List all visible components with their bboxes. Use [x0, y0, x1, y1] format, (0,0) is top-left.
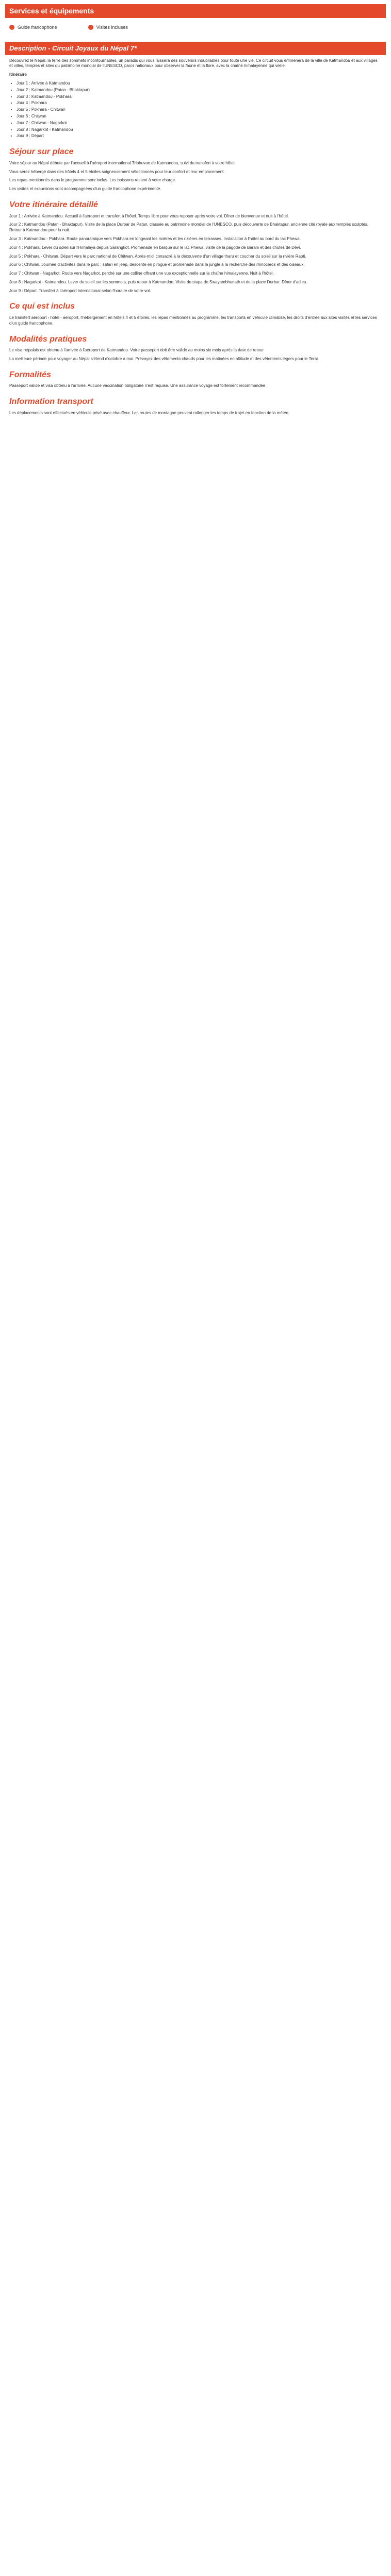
service-guide [9, 24, 57, 30]
section-paragraph: Jour 7 : Chitwan - Nagarkot. Route vers Nagarkot, perché sur une colline offrant une vue exceptionnelle sur la chaîne himalayenne. Nuit à l'hôtel. [9, 271, 274, 276]
itinerary-item: • Jour 4 : Pokhara [17, 100, 382, 106]
service-visits [88, 24, 128, 30]
itinerary-item: • Jour 8 : Nagarkot - Katmandou [17, 127, 382, 133]
section-paragraph: Jour 3 : Katmandou - Pokhara. Route panoramique vers Pokhara en longeant les rivières et les rizières en terrasses. Installation à l'hôtel au bord du lac Phewa. [9, 236, 301, 241]
section-paragraph: Le transfert aéroport - hôtel - aéroport, l'hébergement en hôtels 4 et 5 étoiles, les repas mentionnés au programme, les transports en véhicule climatisé, les droits d'entrée aux sites visités et les services d'un guide francophone. [9, 315, 377, 326]
itinerary-list [17, 81, 382, 139]
description-body [5, 58, 386, 416]
itinerary-item: • Jour 9 : Départ [17, 133, 382, 139]
description-header [5, 42, 386, 55]
section-paragraph: Les visites et excursions sont accompagnées d'un guide francophone expérimenté. [9, 187, 161, 192]
section-paragraph: La meilleure période pour voyager au Népal s'étend d'octobre à mai. Prévoyez des vêtements chauds pour les matinées en altitude et des vêtements légers pour le Terai. [9, 357, 319, 362]
section-title: Ce qui est inclus [9, 302, 75, 311]
itinerary-item: • Jour 7 : Chitwan - Nagarkot [17, 121, 382, 126]
services-row [5, 22, 386, 32]
section-paragraph: Jour 4 : Pokhara. Lever du soleil sur l'Himalaya depuis Sarangkot. Promenade en barque sur le lac Phewa, visite de la pagode de Barahi et des chutes de Devi. [9, 245, 301, 250]
intro-paragraph: Découvrez le Népal, la terre des sommets incontournables, un paradis qui vous laissera des souvenirs inoubliables pour toute une vie. Ce circuit vous emmènera de la ville de Katmandou et aux villages et villes, temples et sites du patrimoine mondial de l'UNESCO, parcs nationaux pour observer la faune et la flore, avec la chaîne himalayenne qui veille. [9, 58, 378, 69]
section-title: Séjour sur place [9, 147, 74, 157]
section-title: Formalités [9, 370, 51, 379]
section-paragraph: Jour 9 : Départ. Transfert à l'aéroport international selon l'horaire de votre vol. [9, 288, 151, 293]
section-paragraph: Jour 2 : Katmandou (Patan - Bhaktapur). Visite de la place Durbar de Patan, classée au patrimoine mondial de l'UNESCO, puis découverte de Bhaktapur, ancienne cité royale aux temples sculptés. Retour à Katmandou pour la nuit. [9, 222, 368, 233]
section-title: Votre itinéraire détaillé [9, 200, 98, 209]
itinerary-item: • Jour 5 : Pokhara - Chitwan [17, 107, 382, 113]
section-paragraph: Jour 1 : Arrivée à Katmandou. Accueil à l'aéroport et transfert à l'hôtel. Temps libre pour vous reposer après votre vol. Dîner de bienvenue et nuit à l'hôtel. [9, 213, 289, 218]
itinerary-item: • Jour 3 : Katmandou - Pokhara [17, 94, 382, 100]
section-paragraph: Les repas mentionnés dans le programme sont inclus. Les boissons restent à votre charge. [9, 178, 176, 183]
services-header [5, 4, 386, 18]
itinerary-title: Itinéraire [9, 72, 27, 77]
services-title: Services et équipements [9, 7, 94, 15]
section-paragraph: Jour 6 : Chitwan. Journée d'activités dans le parc : safari en jeep, descente en pirogue et promenade dans la jungle à la recherche des rhinocéros et des oiseaux. [9, 262, 305, 267]
section-title: Information transport [9, 397, 93, 406]
section-paragraph: Votre séjour au Népal débute par l'accueil à l'aéroport international Tribhuvan de Katmandou, suivi du transfert à votre hôtel. [9, 160, 236, 165]
section-title: Modalités pratiques [9, 334, 87, 344]
section-paragraph: Jour 5 : Pokhara - Chitwan. Départ vers le parc national de Chitwan. Après-midi consacré à la découverte d'un village tharu et coucher du soleil sur la rivière Rapti. [9, 253, 306, 259]
section-paragraph: Passeport valide et visa obtenu à l'arrivée. Aucune vaccination obligatoire n'est requise. Une assurance voyage est fortement recommandée. [9, 383, 267, 388]
service-visits-label: Visites incluses [96, 24, 128, 30]
section-paragraph: Le visa népalais est obtenu à l'arrivée à l'aéroport de Katmandou. Votre passeport doit être valide au moins six mois après la date de retour. [9, 348, 265, 353]
itinerary-item: • Jour 6 : Chitwan [17, 114, 382, 120]
description-title: Description - Circuit Joyaux du Népal 7* [9, 44, 137, 53]
visits-icon [88, 25, 93, 30]
section-paragraph: Vous serez hébergé dans des hôtels 4 et 5 étoiles soigneusement sélectionnés pour leur confort et leur emplacement. [9, 169, 225, 174]
guide-icon [9, 25, 14, 30]
service-guide-label: Guide francophone [18, 24, 57, 30]
itinerary-item: • Jour 1 : Arrivée à Katmandou [17, 81, 382, 87]
section-paragraph: Jour 8 : Nagarkot - Katmandou. Lever du soleil sur les sommets, puis retour à Katmandou. Visite du stupa de Swayambhunath et de la place Durbar. Dîner d'adieu. [9, 279, 307, 284]
itinerary-item: • Jour 2 : Katmandou (Patan - Bhaktapur) [17, 88, 382, 93]
section-paragraph: Les déplacements sont effectués en véhicule privé avec chauffeur. Les routes de montagne peuvent rallonger les temps de trajet en fonction de la météo. [9, 410, 290, 415]
